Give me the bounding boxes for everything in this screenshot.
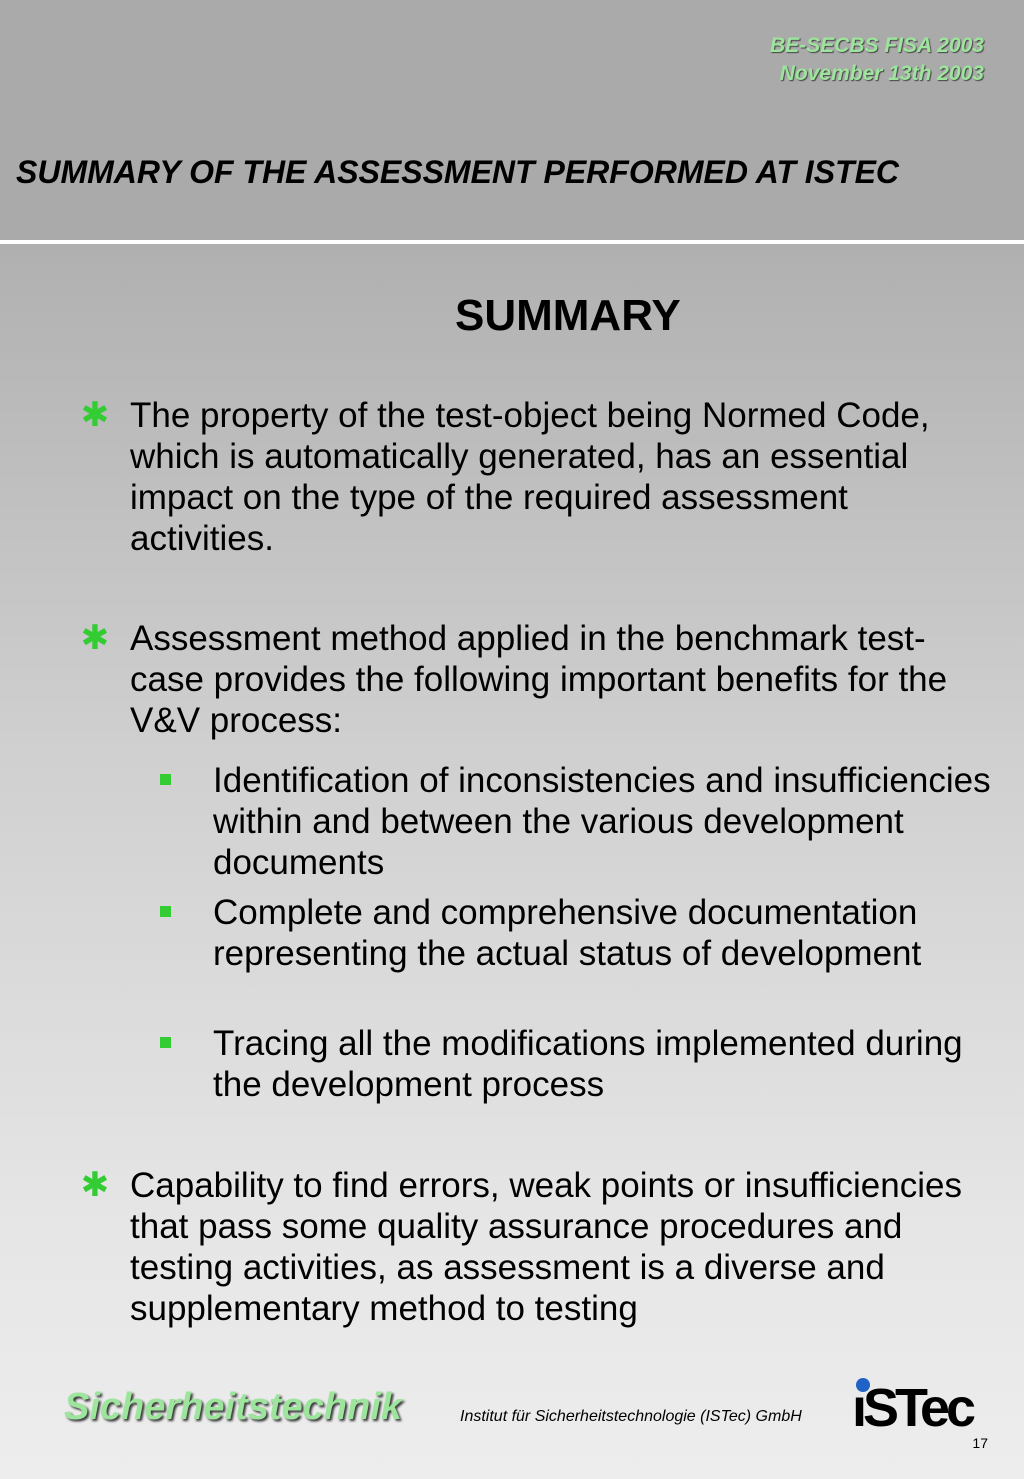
conference-name: BE-SECBS FISA 2003 [770, 34, 984, 57]
sub-bullet-text: Identification of inconsistencies and insufficiencies within and between the various development documents [213, 761, 991, 882]
bullet-text: The property of the test-object being Normed Code, which is automatically generated, has an essential impact on the type of the required assessment activities. [130, 396, 930, 558]
sub-bullet-text: Tracing all the modifications implemented during the development process [213, 1024, 963, 1104]
summary-heading: SUMMARY [455, 291, 681, 340]
sub-bullet-text: Complete and comprehensive documentation representing the actual status of development [213, 893, 922, 973]
page-number: 17 [972, 1435, 988, 1451]
footer-institute: Institut für Sicherheitstechnologie (ISTec) GmbH [460, 1408, 802, 1425]
istec-logo [850, 1374, 990, 1434]
footer-brand: Sicherheitstechnik [64, 1386, 402, 1428]
asterisk-bullet-icon: ✱ [80, 395, 110, 435]
bullet-text: Capability to find errors, weak points or insufficiencies that pass some quality assurance procedures and testing activities, as assessment is a diverse and supplementary method to testing [130, 1166, 962, 1328]
asterisk-bullet-icon: ✱ [80, 618, 110, 658]
square-bullet-icon [160, 906, 171, 917]
svg-text:ıSTec: ıSTec [852, 1378, 973, 1434]
square-bullet-icon [160, 1037, 171, 1048]
bullet-text: Assessment method applied in the benchmark test-case provides the following important benefits for the V&V process: [130, 619, 948, 740]
asterisk-bullet-icon: ✱ [80, 1165, 110, 1205]
square-bullet-icon [160, 774, 171, 785]
header-band [0, 0, 1024, 240]
slide-title: SUMMARY OF THE ASSESSMENT PERFORMED AT ISTEC [16, 154, 900, 190]
conference-date: November 13th 2003 [779, 62, 984, 85]
conference-info [770, 32, 984, 88]
